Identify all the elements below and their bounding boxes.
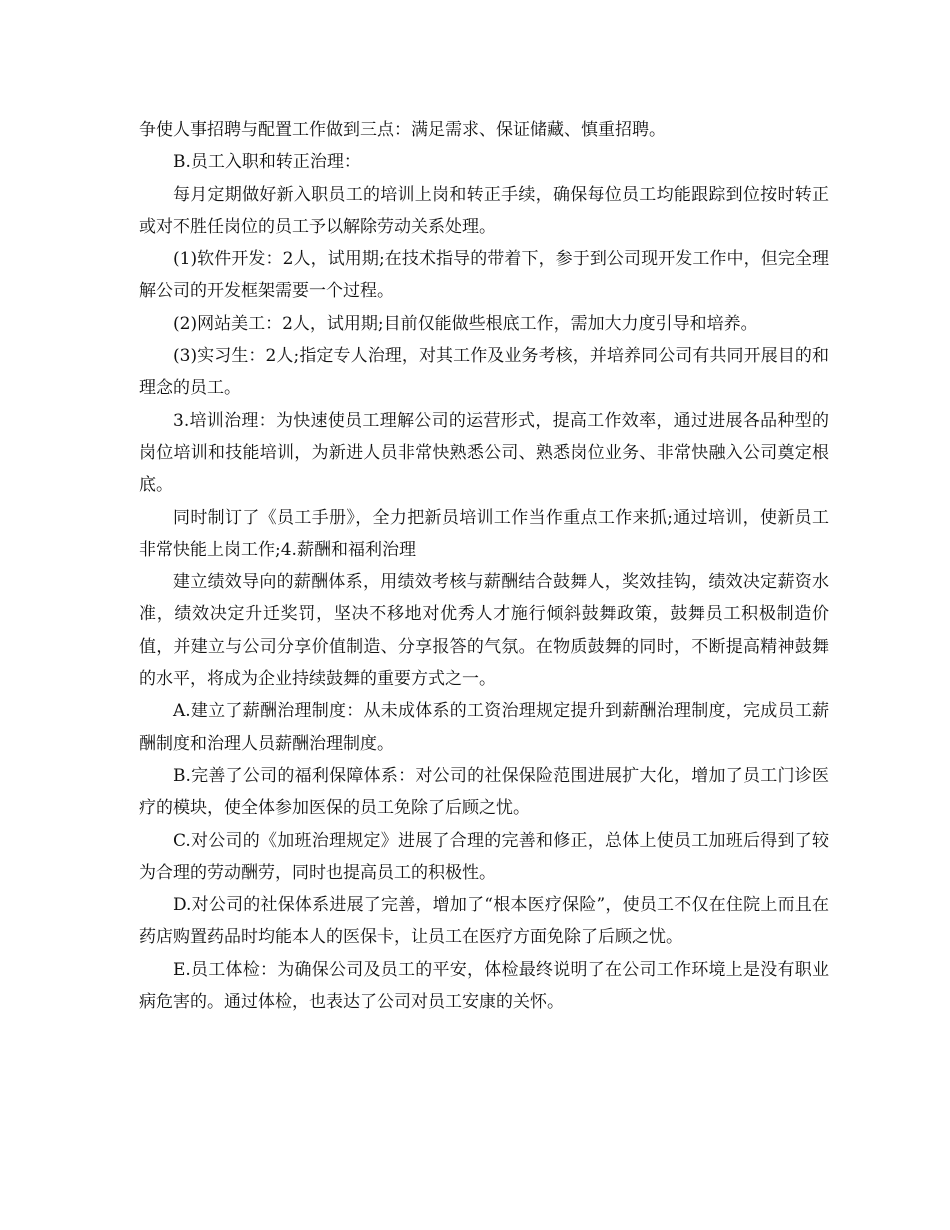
paragraph-onboarding-body: 每月定期做好新入职员工的培训上岗和转正手续，确保每位员工均能跟踪到位按时转正或对不胜任岗位的员工予以解除劳动关系处理。 [139, 184, 829, 237]
paragraph-onboarding-heading: B.员工入职和转正治理： [173, 152, 361, 173]
paragraph-web-design: (2)网站美工：2人，试用期;目前仅能做些根底工作，需加大力度引导和培养。 [173, 313, 758, 334]
paragraph-item-a: A.建立了薪酬治理制度：从未成体系的工资治理规定提升到薪酬治理制度，完成员工薪酬制度和治理人员薪酬治理制度。 [139, 701, 829, 754]
paragraph-interns: (3)实习生：2人;指定专人治理，对其工作及业务考核，并培养同公司有共同开展目的和理念的员工。 [139, 346, 829, 399]
paragraph-continuation: 争使人事招聘与配置工作做到三点：满足需求、保证储藏、慎重招聘。 [139, 120, 666, 140]
paragraph-item-c: C.对公司的《加班治理规定》进展了合理的完善和修正，总体上使员工加班后得到了较为合理的劳动酬劳，同时也提高员工的积极性。 [139, 830, 829, 883]
paragraph-item-d: D.对公司的社保体系进展了完善，增加了“根本医疗保险”，使员工不仅在住院上而且在药店购置药品时均能本人的医保卡，让员工在医疗方面免除了后顾之忧。 [139, 895, 829, 948]
paragraph-item-b: B.完善了公司的福利保障体系：对公司的社保保险范围进展扩大化，增加了员工门诊医疗的模块，使全体参加医保的员工免除了后顾之忧。 [139, 765, 829, 819]
paragraph-handbook: 同时制订了《员工手册》，全力把新员培训工作当作重点工作来抓;通过培训，使新员工非常快能上岗工作;4.薪酬和福利治理 [139, 507, 829, 560]
paragraph-training: 3.培训治理：为快速使员工理解公司的运营形式，提高工作效率，通过进展各品种型的岗位培训和技能培训，为新进人员非常快熟悉公司、熟悉岗位业务、非常快融入公司奠定根底。 [139, 410, 829, 496]
paragraph-compensation: 建立绩效导向的薪酬体系，用绩效考核与薪酬结合鼓舞人，奖效挂钩，绩效决定薪资水准，绩效决定升迁奖罚，坚决不移地对优秀人才施行倾斜鼓舞政策，鼓舞员工积极制造价值，并建立与公司分享价值制造、分享报答的气氛。在物质鼓舞的同时，不断提高精神鼓舞的水平，将成为企业持续鼓舞的重要方式之一。 [139, 572, 829, 690]
paragraph-item-e: E.员工体检：为确保公司及员工的平安，体检最终说明了在公司工作环境上是没有职业病危害的。通过体检，也表达了公司对员工安康的关怀。 [139, 959, 829, 1013]
paragraph-software-dev: (1)软件开发：2人，试用期;在技术指导的带着下，参于到公司现开发工作中，但完全理解公司的开发框架需要一个过程。 [139, 249, 829, 302]
document-body [139, 114, 829, 1018]
